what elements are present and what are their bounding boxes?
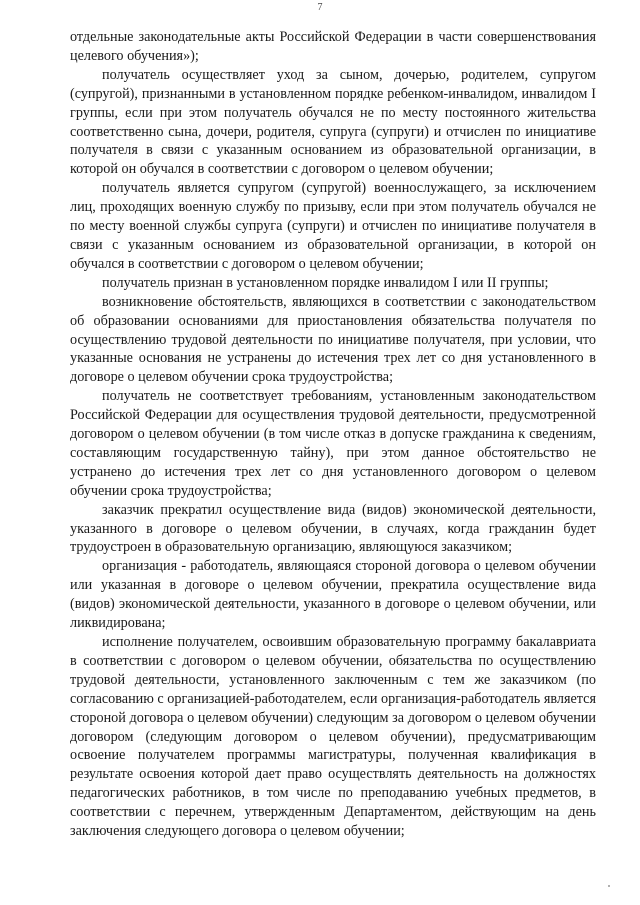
paragraph-suspension-circumstances: возникновение обстоятельств, являющихся в соответствии с законодательством об образовании основаниями для приостановления обязательства получателя по осуществлению трудовой деятельности по инициативе получателя, при условии, что указанные основания не устранены до истечения трех лет со дня установленного в договоре о целевом обучении срока трудоустройства; (70, 293, 596, 386)
paragraph-customer-ceased-activity: заказчик прекратил осуществление вида (видов) экономической деятельности, указанного в договоре о целевом обучении, в случаях, когда гражданин будет трудоустроен в образовательную организацию, являющуюся заказчиком; (70, 501, 596, 556)
paragraph-disability-group: получатель признан в установленном порядке инвалидом I или II группы; (102, 274, 549, 291)
paragraph-bachelor-obligation: исполнение получателем, освоившим образовательную программу бакалавриата в соответствии с договором о целевом обучении, обязательства по осуществлению трудовой деятельности, установленного заключенным с тем же заказчиком (по согласованию с организацией-работодателем, если организация-работодатель является стороной договора о целевом обучении) следующим за договором о целевом обучении договором (следующим договором о целевом обучении), предусматривающим освоение получателем программы магистратуры, полученная квалификация в результате освоения которой дает право осуществлять деятельность на должностях педагогических работников, в том числе по преподаванию учебных предметов, в соответствии с перечнем, утвержденным Департаментом, действующим на день заключения следующего договора о целевом обучении; (70, 634, 596, 840)
paragraph-continuation: отдельные законодательные акты Российской Федерации в части совершенствования целевого обучения»); (70, 29, 596, 64)
document-body (70, 28, 596, 841)
paragraph-military-spouse: получатель является супругом (супругой) военнослужащего, за исключением лиц, проходящих военную службу по призыву, если при этом получатель обучался не по месту военной службы супруга (супруги) и отчислен по инициативе получателя в связи с указанным основанием из образовательной организации, в которой он обучался в соответствии с договором о целевом обучении; (70, 180, 596, 272)
paragraph-employer-ceased-activity: организация - работодатель, являющаяся стороной договора о целевом обучении или указанная в договоре о целевом обучении, прекратила осуществление вида (видов) экономической деятельности, указанного в договоре о целевом обучении, или ликвидирована; (70, 558, 596, 632)
scan-speck (608, 885, 610, 887)
paragraph-requirements-mismatch: получатель не соответствует требованиям, установленным законодательством Российской Федерации для осуществления трудовой деятельности, предусмотренной договором о целевом обучении (в том числе отказ в допуске гражданина к сведениям, составляющим государственную тайну), при этом данное обстоятельство не устранено до истечения трех лет со дня установленного договором о целевом обучении срока трудоустройства; (70, 388, 596, 499)
paragraph-care-for-disabled-relative: получатель осуществляет уход за сыном, дочерью, родителем, супругом (супругой), признанными в установленном порядке ребенком-инвалидом, инвалидом I группы, если при этом получатель обучался не по месту постоянного жительства соответственно сына, дочери, родителя, супруга (супруги) и отчислен по инициативе получателя в связи с указанным основанием из образовательной организации, в которой он обучался в соответствии с договором о целевом обучении; (70, 66, 596, 178)
page-number: 7 (317, 2, 323, 13)
